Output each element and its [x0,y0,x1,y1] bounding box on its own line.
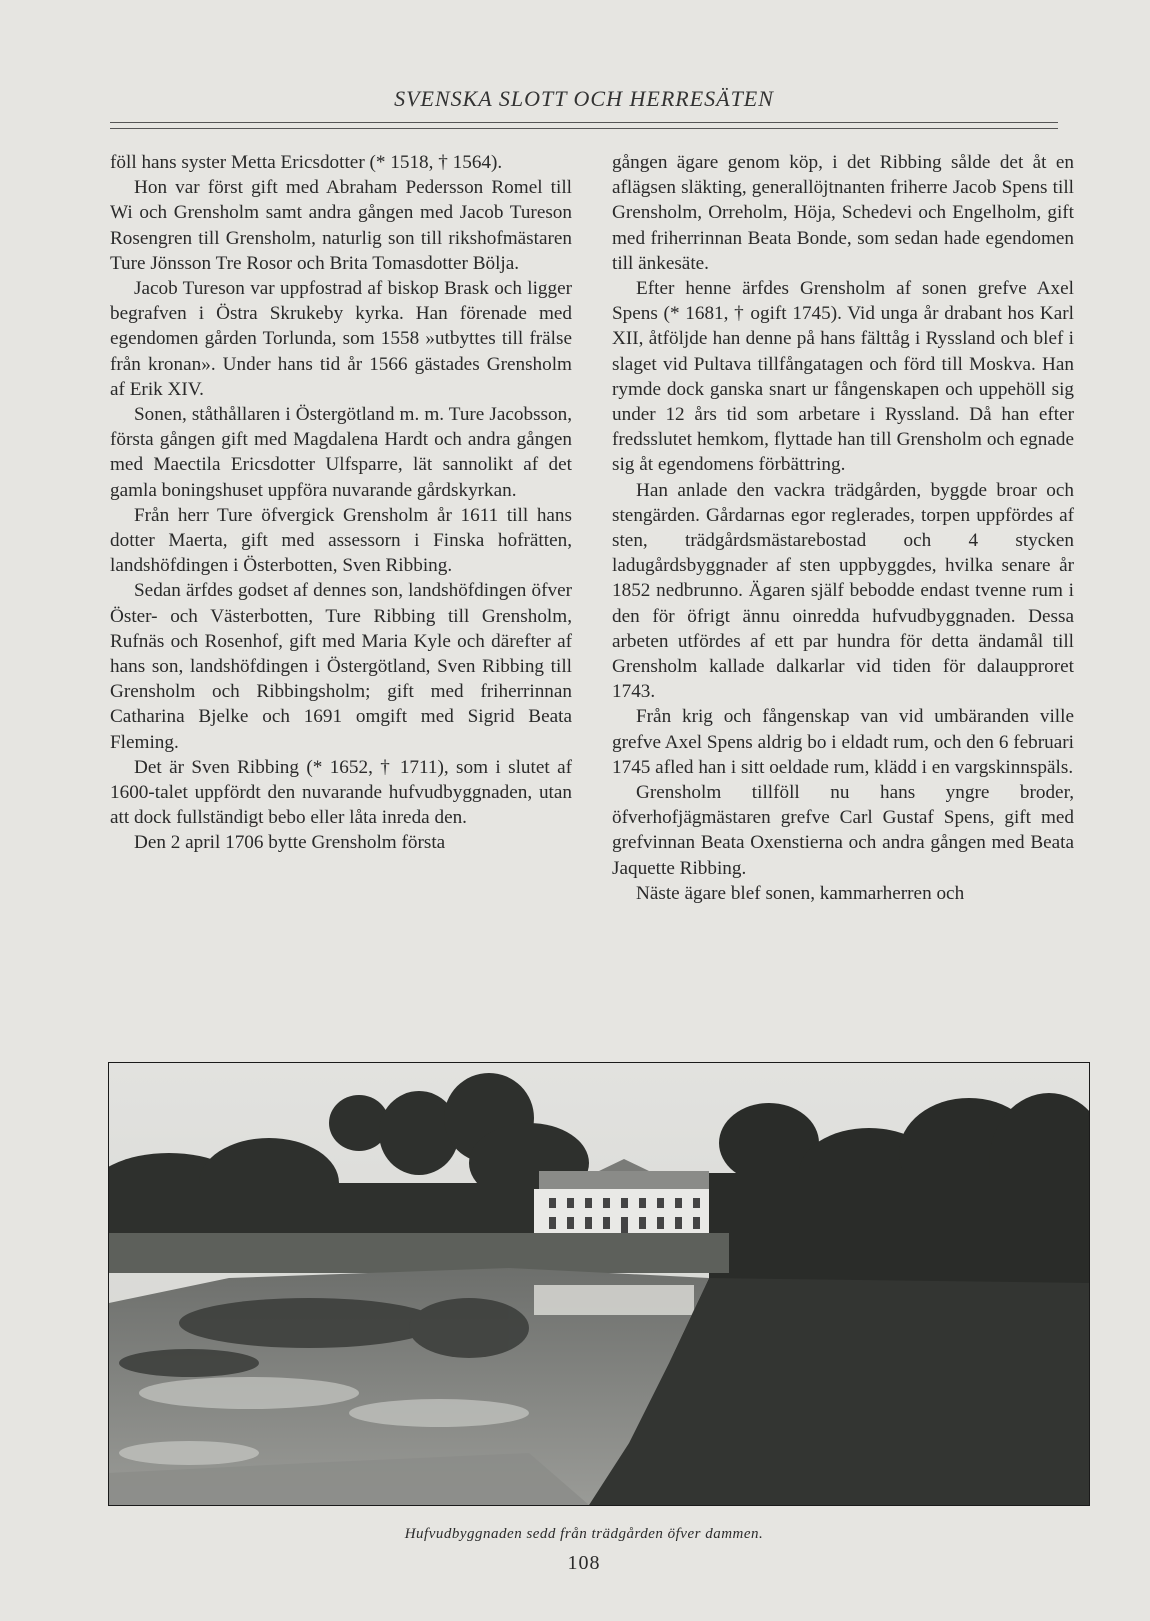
photo-caption: Hufvudbyggnaden sedd från trädgården öfver dammen. [404,1526,764,1542]
paragraph: Från krig och fångenskap van vid umbäranden ville grefve Axel Spens aldrig bo i eldadt rum, och den 6 februari 1745 afled han i sitt oeldade rum, klädd i en vargskinnspäls. [612,706,1074,778]
header-rule-top [110,122,1058,123]
right-text-column [612,150,1074,906]
paragraph: föll hans syster Metta Ericsdotter (* 1518, † 1564). [110,152,503,173]
paragraph: Jacob Tureson var uppfostrad af biskop Brask och ligger begrafven i Östra Skrukeby kyrka. Han förenade med egendomen gården Torlunda, som 1558 »utbyttes till frälse från kronan». Under hans tid år 1566 gästades Grensholm af Erik XIV. [110,278,572,400]
paragraph: Det är Sven Ribbing (* 1652, † 1711), som i slutet af 1600-talet uppfördt den nuvarande hufvudbyggnaden, utan att dock fullständigt bebo eller låta inreda den. [110,756,572,829]
page-number: 108 [567,1552,601,1574]
paragraph: gången ägare genom köp, i det Ribbing sålde det åt en aflägsen släkting, generallöjtnanten friherre Jacob Spens till Grensholm, Orreholm, Höja, Schedevi och Engelholm, gift med friherrinnan Beata Bonde, som sedan hade egendomen till änkesäte. [612,152,1074,274]
paragraph: Grensholm tillföll nu hans yngre broder, öfverhofjägmästaren grefve Carl Gustaf Spens, gift med grefvinnan Beata Oxenstierna och andra gången med Beata Jaquette Ribbing. [612,782,1074,879]
running-header: SVENSKA SLOTT OCH HERRESÄTEN [394,86,774,111]
manor-house-photograph [108,1062,1090,1506]
paragraph: Han anlade den vackra trädgården, byggde broar och stengärden. Gårdarnas egor reglerades, torpen uppfördes af sten, trädgårdsmästarebostad och 4 stycken ladugårdsbyggnader af sten uppbyggdes, hvilka senare år 1852 nedbrunno. Ägaren själf bebodde endast tvenne rum i den för öfrigt ännu oinredda hufvudbyggnaden. Dessa arbeten utfördes af ett par hundra för detta ändamål till Grensholm kallade dalkarlar vid tiden för dalaupproret 1743. [612,479,1074,703]
left-text-column [110,150,572,856]
paragraph: Sedan ärfdes godset af dennes son, landshöfdingen öfver Öster- och Västerbotten, Ture Ribbing till Grensholm, Rufnäs och Rosenhof, gift med Maria Kyle och därefter af hans son, landshöfdingen i Östergötland, Sven Ribbing till Grensholm och Ribbingsholm; gift med friherrinnan Catharina Bjelke och 1691 omgift med Sigrid Beata Fleming. [110,580,572,753]
paragraph: Hon var först gift med Abraham Pedersson Romel till Wi och Grensholm samt andra gången med Jacob Tureson Rosengren till Grensholm, naturlig son till rikshofmästaren Ture Jönsson Tre Rosor och Brita Tomasdotter Bölja. [110,177,572,274]
paragraph: Från herr Ture öfvergick Grensholm år 1611 till hans dotter Maerta, gift med assessorn i Finska hofrätten, landshöfdingen i Österbotten, Sven Ribbing. [110,504,572,577]
header-rule-bottom [110,128,1058,129]
paragraph: Efter henne ärfdes Grensholm af sonen grefve Axel Spens (* 1681, † ogift 1745). Vid unga år drabant hos Karl XII, åtföljde han denne på hans fälttåg i Ryssland och blef i slaget vid Pultava tillfångatagen och förd till Moskva. Han rymde dock ganska snart ur fångenskapen och uppehöll sig under 12 års tid som arbetare i Ryssland. Då han efter fredsslutet hemkom, flyttade han till Grensholm och egnade sig åt egendomens förbättring. [612,278,1074,476]
paragraph: Den 2 april 1706 bytte Grensholm första [134,832,446,854]
paragraph: Sonen, ståthållaren i Östergötland m. m. Ture Jacobsson, första gången gift med Magdalena Hardt och andra gången med Maectila Ericsdotter Ulfsparre, lät sannolikt af det gamla boningshuset uppföra nuvarande gårdskyrkan. [110,404,572,501]
paragraph: Näste ägare blef sonen, kammarherren och [636,882,965,904]
